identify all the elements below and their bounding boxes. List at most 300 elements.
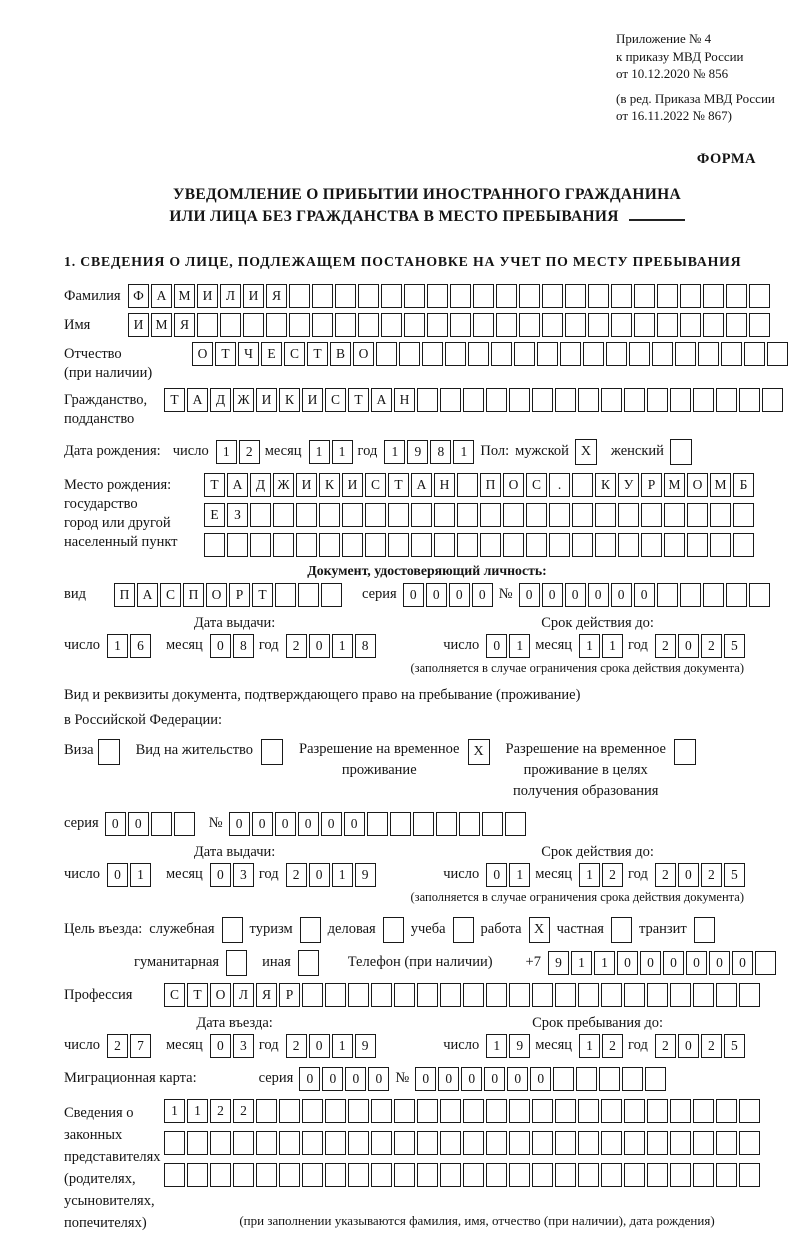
char-cell[interactable] [233,1163,254,1187]
char-cell[interactable] [647,983,668,1007]
char-cell[interactable]: 0 [128,812,149,836]
char-cell[interactable] [509,388,530,412]
char-cell[interactable] [733,533,754,557]
char-cell[interactable]: П [480,473,501,497]
char-cell[interactable]: И [256,388,277,412]
char-cell[interactable] [716,1163,737,1187]
char-cell[interactable] [256,1131,277,1155]
char-cell[interactable] [503,503,524,527]
char-cell[interactable] [210,1131,231,1155]
char-cell[interactable] [348,1099,369,1123]
char-cell[interactable] [641,533,662,557]
char-cell[interactable]: 9 [355,1034,376,1058]
char-cell[interactable] [187,1163,208,1187]
char-cell[interactable] [601,1163,622,1187]
char-cell[interactable]: Л [233,983,254,1007]
char-cell[interactable] [417,983,438,1007]
purpose-work-checkbox[interactable]: X [529,917,550,943]
residence-permit-checkbox[interactable] [261,739,283,765]
char-cell[interactable] [532,1163,553,1187]
char-cell[interactable] [388,533,409,557]
char-cell[interactable] [233,1131,254,1155]
char-cell[interactable] [509,1099,530,1123]
char-cell[interactable] [312,284,333,308]
char-cell[interactable] [519,313,540,337]
char-cell[interactable]: Б [733,473,754,497]
char-cell[interactable]: 1 [164,1099,185,1123]
char-cell[interactable]: 0 [415,1067,436,1091]
char-cell[interactable]: 2 [602,863,623,887]
char-cell[interactable]: Т [252,583,273,607]
char-cell[interactable] [726,284,747,308]
char-cell[interactable] [726,313,747,337]
char-cell[interactable] [647,1131,668,1155]
char-cell[interactable] [463,1163,484,1187]
char-cell[interactable]: 8 [355,634,376,658]
char-cell[interactable]: 1 [594,951,615,975]
sex-female-checkbox[interactable] [670,439,692,465]
char-cell[interactable] [693,1131,714,1155]
char-cell[interactable] [486,983,507,1007]
char-cell[interactable] [526,503,547,527]
char-cell[interactable]: 0 [321,812,342,836]
char-cell[interactable]: 2 [233,1099,254,1123]
char-cell[interactable]: Т [215,342,236,366]
char-cell[interactable]: И [128,313,149,337]
char-cell[interactable]: Н [434,473,455,497]
char-cell[interactable]: 2 [286,1034,307,1058]
char-cell[interactable] [358,284,379,308]
char-cell[interactable] [413,812,434,836]
char-cell[interactable]: 0 [344,812,365,836]
char-cell[interactable] [687,503,708,527]
char-cell[interactable] [519,284,540,308]
char-cell[interactable]: Ж [233,388,254,412]
char-cell[interactable] [542,313,563,337]
char-cell[interactable] [767,342,788,366]
char-cell[interactable] [629,342,650,366]
char-cell[interactable] [417,1099,438,1123]
char-cell[interactable]: . [549,473,570,497]
char-cell[interactable] [595,503,616,527]
char-cell[interactable] [588,313,609,337]
char-cell[interactable] [440,983,461,1007]
char-cell[interactable] [652,342,673,366]
char-cell[interactable] [670,983,691,1007]
char-cell[interactable] [733,503,754,527]
char-cell[interactable] [657,583,678,607]
char-cell[interactable]: 0 [210,634,231,658]
char-cell[interactable] [367,812,388,836]
char-cell[interactable] [680,583,701,607]
char-cell[interactable]: 0 [507,1067,528,1091]
char-cell[interactable] [381,313,402,337]
char-cell[interactable] [532,1099,553,1123]
char-cell[interactable] [576,1067,597,1091]
char-cell[interactable] [450,313,471,337]
char-cell[interactable] [417,1163,438,1187]
char-cell[interactable] [417,388,438,412]
char-cell[interactable]: 0 [252,812,273,836]
char-cell[interactable]: 1 [509,863,530,887]
char-cell[interactable] [532,1131,553,1155]
char-cell[interactable] [555,1163,576,1187]
char-cell[interactable] [325,1099,346,1123]
char-cell[interactable]: 2 [655,863,676,887]
char-cell[interactable] [578,983,599,1007]
char-cell[interactable]: 5 [724,863,745,887]
char-cell[interactable]: М [151,313,172,337]
char-cell[interactable]: 0 [542,583,563,607]
char-cell[interactable] [532,388,553,412]
char-cell[interactable]: К [319,473,340,497]
char-cell[interactable] [376,342,397,366]
char-cell[interactable]: И [302,388,323,412]
purpose-private-checkbox[interactable] [611,917,632,943]
char-cell[interactable]: Р [279,983,300,1007]
char-cell[interactable] [624,1131,645,1155]
char-cell[interactable]: 2 [655,634,676,658]
char-cell[interactable]: 8 [430,440,451,464]
char-cell[interactable] [302,1099,323,1123]
char-cell[interactable] [542,284,563,308]
char-cell[interactable]: 0 [426,583,447,607]
char-cell[interactable]: 1 [602,634,623,658]
char-cell[interactable]: О [687,473,708,497]
char-cell[interactable] [624,983,645,1007]
char-cell[interactable] [250,533,271,557]
char-cell[interactable] [726,583,747,607]
char-cell[interactable] [348,1131,369,1155]
purpose-tourism-checkbox[interactable] [300,917,321,943]
char-cell[interactable] [473,313,494,337]
char-cell[interactable] [440,1131,461,1155]
char-cell[interactable] [716,1131,737,1155]
char-cell[interactable]: 2 [239,440,260,464]
char-cell[interactable] [482,812,503,836]
char-cell[interactable]: 2 [701,634,722,658]
char-cell[interactable] [555,1131,576,1155]
char-cell[interactable]: 9 [509,1034,530,1058]
char-cell[interactable]: 2 [107,1034,128,1058]
char-cell[interactable] [302,1131,323,1155]
char-cell[interactable] [647,1163,668,1187]
char-cell[interactable]: А [151,284,172,308]
char-cell[interactable]: О [210,983,231,1007]
char-cell[interactable] [371,1131,392,1155]
char-cell[interactable]: 2 [286,863,307,887]
char-cell[interactable] [565,284,586,308]
char-cell[interactable] [325,983,346,1007]
char-cell[interactable] [578,1131,599,1155]
char-cell[interactable] [647,388,668,412]
char-cell[interactable]: Л [220,284,241,308]
char-cell[interactable] [411,503,432,527]
char-cell[interactable] [509,1131,530,1155]
char-cell[interactable]: 0 [210,1034,231,1058]
char-cell[interactable] [174,812,195,836]
char-cell[interactable] [601,388,622,412]
char-cell[interactable]: 2 [286,634,307,658]
char-cell[interactable]: 9 [548,951,569,975]
char-cell[interactable] [427,284,448,308]
char-cell[interactable] [486,1163,507,1187]
char-cell[interactable]: Ж [273,473,294,497]
char-cell[interactable] [480,503,501,527]
char-cell[interactable]: 5 [724,634,745,658]
char-cell[interactable]: 0 [309,1034,330,1058]
char-cell[interactable]: 0 [617,951,638,975]
char-cell[interactable] [693,1099,714,1123]
char-cell[interactable] [445,342,466,366]
char-cell[interactable] [645,1067,666,1091]
char-cell[interactable] [739,388,760,412]
char-cell[interactable] [256,1099,277,1123]
char-cell[interactable] [595,533,616,557]
char-cell[interactable]: 2 [655,1034,676,1058]
char-cell[interactable] [279,1163,300,1187]
rvp-checkbox[interactable]: X [468,739,490,765]
char-cell[interactable]: 3 [233,863,254,887]
char-cell[interactable]: К [279,388,300,412]
char-cell[interactable]: 2 [210,1099,231,1123]
char-cell[interactable]: 0 [368,1067,389,1091]
char-cell[interactable] [371,1099,392,1123]
char-cell[interactable]: А [371,388,392,412]
char-cell[interactable]: В [330,342,351,366]
char-cell[interactable] [394,1163,415,1187]
char-cell[interactable] [463,1131,484,1155]
char-cell[interactable] [572,533,593,557]
char-cell[interactable] [657,284,678,308]
char-cell[interactable] [256,1163,277,1187]
char-cell[interactable]: 5 [724,1034,745,1058]
char-cell[interactable]: 0 [449,583,470,607]
char-cell[interactable]: 0 [486,634,507,658]
char-cell[interactable] [624,388,645,412]
char-cell[interactable] [404,313,425,337]
char-cell[interactable] [312,313,333,337]
char-cell[interactable] [664,533,685,557]
char-cell[interactable]: 1 [453,440,474,464]
char-cell[interactable]: 0 [472,583,493,607]
char-cell[interactable]: С [365,473,386,497]
char-cell[interactable]: У [618,473,639,497]
char-cell[interactable]: 0 [345,1067,366,1091]
char-cell[interactable] [459,812,480,836]
char-cell[interactable] [404,284,425,308]
char-cell[interactable] [578,1163,599,1187]
char-cell[interactable]: 1 [332,440,353,464]
char-cell[interactable] [480,533,501,557]
char-cell[interactable]: М [710,473,731,497]
char-cell[interactable]: 0 [229,812,250,836]
char-cell[interactable]: 0 [403,583,424,607]
char-cell[interactable] [739,1163,760,1187]
char-cell[interactable] [565,313,586,337]
char-cell[interactable] [555,1099,576,1123]
char-cell[interactable] [275,583,296,607]
purpose-other-checkbox[interactable] [298,950,319,976]
char-cell[interactable] [289,313,310,337]
char-cell[interactable]: 1 [579,634,600,658]
purpose-transit-checkbox[interactable] [694,917,715,943]
char-cell[interactable]: И [296,473,317,497]
char-cell[interactable]: 0 [678,863,699,887]
char-cell[interactable] [463,1099,484,1123]
char-cell[interactable]: Я [174,313,195,337]
char-cell[interactable] [675,342,696,366]
char-cell[interactable]: 9 [407,440,428,464]
char-cell[interactable] [670,388,691,412]
char-cell[interactable]: 1 [579,863,600,887]
char-cell[interactable] [601,1131,622,1155]
char-cell[interactable]: Н [394,388,415,412]
char-cell[interactable] [624,1099,645,1123]
char-cell[interactable]: А [411,473,432,497]
char-cell[interactable] [606,342,627,366]
char-cell[interactable]: Д [250,473,271,497]
char-cell[interactable] [319,503,340,527]
char-cell[interactable] [164,1131,185,1155]
char-cell[interactable] [716,388,737,412]
char-cell[interactable] [744,342,765,366]
char-cell[interactable] [381,284,402,308]
char-cell[interactable]: С [164,983,185,1007]
char-cell[interactable] [572,503,593,527]
char-cell[interactable] [670,1099,691,1123]
char-cell[interactable] [440,1163,461,1187]
char-cell[interactable] [279,1099,300,1123]
char-cell[interactable]: А [137,583,158,607]
char-cell[interactable]: С [526,473,547,497]
char-cell[interactable] [434,533,455,557]
char-cell[interactable] [422,342,443,366]
char-cell[interactable] [703,583,724,607]
char-cell[interactable] [680,284,701,308]
char-cell[interactable] [634,284,655,308]
char-cell[interactable] [440,388,461,412]
char-cell[interactable]: 0 [678,1034,699,1058]
char-cell[interactable] [664,503,685,527]
char-cell[interactable] [572,473,593,497]
char-cell[interactable] [486,1099,507,1123]
char-cell[interactable] [762,388,783,412]
char-cell[interactable]: 1 [571,951,592,975]
char-cell[interactable]: 0 [663,951,684,975]
char-cell[interactable] [457,533,478,557]
char-cell[interactable]: 0 [438,1067,459,1091]
char-cell[interactable] [321,583,342,607]
char-cell[interactable] [298,583,319,607]
char-cell[interactable]: 0 [709,951,730,975]
char-cell[interactable] [716,1099,737,1123]
char-cell[interactable] [549,503,570,527]
char-cell[interactable]: Я [256,983,277,1007]
char-cell[interactable] [289,284,310,308]
char-cell[interactable] [496,313,517,337]
char-cell[interactable] [486,1131,507,1155]
char-cell[interactable] [622,1067,643,1091]
char-cell[interactable] [399,342,420,366]
char-cell[interactable]: 7 [130,1034,151,1058]
char-cell[interactable] [296,533,317,557]
char-cell[interactable] [703,284,724,308]
char-cell[interactable]: И [342,473,363,497]
char-cell[interactable] [526,533,547,557]
char-cell[interactable]: Т [307,342,328,366]
char-cell[interactable] [450,284,471,308]
char-cell[interactable] [749,583,770,607]
char-cell[interactable]: Р [229,583,250,607]
char-cell[interactable] [647,1099,668,1123]
char-cell[interactable] [394,983,415,1007]
char-cell[interactable]: О [206,583,227,607]
char-cell[interactable] [710,533,731,557]
char-cell[interactable] [509,1163,530,1187]
char-cell[interactable] [537,342,558,366]
char-cell[interactable] [220,313,241,337]
char-cell[interactable]: М [664,473,685,497]
char-cell[interactable] [555,388,576,412]
char-cell[interactable]: З [227,503,248,527]
char-cell[interactable] [505,812,526,836]
char-cell[interactable]: 0 [565,583,586,607]
char-cell[interactable]: 0 [530,1067,551,1091]
char-cell[interactable] [578,388,599,412]
char-cell[interactable]: С [160,583,181,607]
char-cell[interactable] [599,1067,620,1091]
char-cell[interactable] [739,1131,760,1155]
char-cell[interactable] [611,313,632,337]
char-cell[interactable]: 1 [309,440,330,464]
char-cell[interactable] [436,812,457,836]
char-cell[interactable] [210,1163,231,1187]
char-cell[interactable] [698,342,719,366]
char-cell[interactable]: 1 [486,1034,507,1058]
char-cell[interactable] [427,313,448,337]
char-cell[interactable] [457,473,478,497]
char-cell[interactable] [279,1131,300,1155]
char-cell[interactable] [657,313,678,337]
char-cell[interactable]: С [325,388,346,412]
char-cell[interactable] [302,983,323,1007]
char-cell[interactable]: 2 [701,1034,722,1058]
char-cell[interactable] [588,284,609,308]
char-cell[interactable]: О [503,473,524,497]
char-cell[interactable]: Т [204,473,225,497]
char-cell[interactable]: 1 [187,1099,208,1123]
char-cell[interactable] [342,503,363,527]
char-cell[interactable] [319,533,340,557]
char-cell[interactable] [514,342,535,366]
char-cell[interactable]: П [183,583,204,607]
char-cell[interactable] [358,313,379,337]
char-cell[interactable] [618,533,639,557]
char-cell[interactable] [335,313,356,337]
char-cell[interactable]: 0 [107,863,128,887]
char-cell[interactable]: 1 [332,863,353,887]
purpose-business-checkbox[interactable] [383,917,404,943]
char-cell[interactable]: 0 [461,1067,482,1091]
char-cell[interactable]: 6 [130,634,151,658]
char-cell[interactable] [710,503,731,527]
char-cell[interactable]: 0 [309,634,330,658]
char-cell[interactable] [721,342,742,366]
char-cell[interactable]: 1 [130,863,151,887]
char-cell[interactable] [266,313,287,337]
char-cell[interactable]: 0 [634,583,655,607]
